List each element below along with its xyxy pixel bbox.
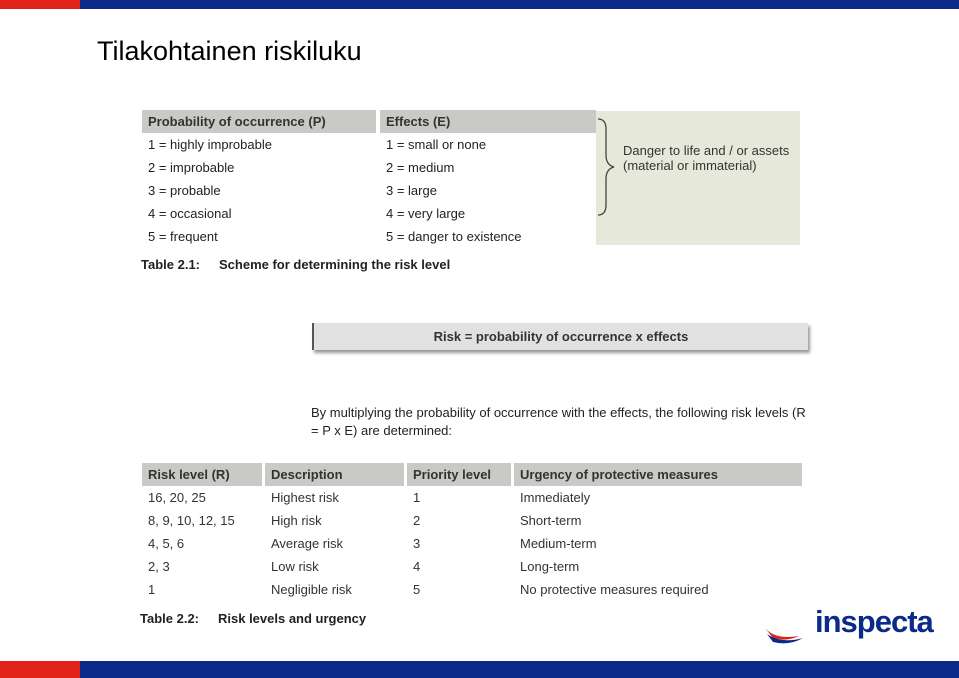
urgency-cell: Medium-term <box>520 536 597 551</box>
risk-level-header: Risk level (R) <box>142 463 262 486</box>
priority-cell: 1 <box>413 490 421 505</box>
probability-cell: 5 = frequent <box>148 229 218 244</box>
priority-cell: 2 <box>413 513 421 528</box>
effects-cell: 1 = small or none <box>386 137 487 152</box>
urgency-header: Urgency of protective measures <box>514 463 802 486</box>
probability-cell: 3 = probable <box>148 183 221 198</box>
danger-brace-box <box>596 111 800 245</box>
description-cell: Highest risk <box>271 490 339 505</box>
table-row <box>142 578 802 601</box>
description-cell: Average risk <box>271 536 344 551</box>
urgency-cell: Short-term <box>520 513 582 528</box>
description-cell: Negligible risk <box>271 582 352 597</box>
table1-header-row <box>142 110 596 133</box>
table2-caption-text: Risk levels and urgency <box>218 611 367 626</box>
table-row <box>142 202 596 225</box>
danger-line-1: Danger to life and / or assets <box>623 143 790 158</box>
description-cell: Low risk <box>271 559 319 574</box>
table-row <box>142 225 596 248</box>
top-brand-bar <box>0 0 959 9</box>
description-cell: High risk <box>271 513 322 528</box>
risk-levels-table <box>142 463 802 601</box>
inspecta-logo <box>763 606 933 646</box>
probability-cell: 1 = highly improbable <box>148 137 272 152</box>
urgency-cell: Immediately <box>520 490 591 505</box>
bottom-bar-blue <box>80 661 959 678</box>
slide-title: Tilakohtainen riskiluku <box>97 36 362 66</box>
top-bar-red <box>0 0 80 9</box>
probability-header: Probability of occurrence (P) <box>142 110 376 133</box>
table-row <box>142 179 596 202</box>
priority-level-header: Priority level <box>407 463 511 486</box>
risk-level-cell: 1 <box>148 582 156 597</box>
table1-caption-text: Scheme for determining the risk level <box>219 257 451 272</box>
table1-caption <box>141 257 450 272</box>
probability-effects-table <box>142 110 596 248</box>
table-row <box>142 532 802 555</box>
table-row <box>142 133 596 156</box>
effects-cell: 3 = large <box>386 183 437 198</box>
priority-cell: 4 <box>413 559 421 574</box>
explanation-paragraph: By multiplying the probability of occurrence with the effects, the following risk levels (R = P x E) are determined: <box>311 405 806 438</box>
curly-brace-icon <box>596 117 616 217</box>
priority-cell: 5 <box>413 582 421 597</box>
danger-line-2: (material or immaterial) <box>623 158 757 173</box>
bottom-brand-bar <box>0 661 959 678</box>
logo-swoosh-icon <box>763 606 813 646</box>
logo-wordmark: inspecta <box>815 604 933 639</box>
urgency-cell: No protective measures required <box>520 582 709 597</box>
table1-caption-number: Table 2.1: <box>141 257 201 272</box>
table-row <box>142 486 802 509</box>
effects-cell: 2 = medium <box>386 160 455 175</box>
urgency-cell: Long-term <box>520 559 580 574</box>
effects-cell: 5 = danger to existence <box>386 229 522 244</box>
table2-header-row <box>142 463 802 486</box>
table-row <box>142 555 802 578</box>
risk-level-cell: 2, 3 <box>148 559 170 574</box>
table-row <box>142 156 596 179</box>
top-bar-blue <box>80 0 959 9</box>
priority-cell: 3 <box>413 536 421 551</box>
effects-cell: 4 = very large <box>386 206 466 221</box>
table2-caption-number: Table 2.2: <box>140 611 200 626</box>
description-header: Description <box>265 463 404 486</box>
bottom-bar-red <box>0 661 80 678</box>
effects-header: Effects (E) <box>380 110 596 133</box>
table-row <box>142 509 802 532</box>
risk-formula-box: Risk = probability of occurrence x effects <box>312 323 808 350</box>
probability-cell: 4 = occasional <box>148 206 232 221</box>
risk-level-cell: 8, 9, 10, 12, 15 <box>148 513 235 528</box>
risk-level-cell: 4, 5, 6 <box>148 536 185 551</box>
risk-level-cell: 16, 20, 25 <box>148 490 206 505</box>
table2-caption <box>140 611 366 626</box>
danger-description <box>623 143 789 173</box>
probability-cell: 2 = improbable <box>148 160 235 175</box>
